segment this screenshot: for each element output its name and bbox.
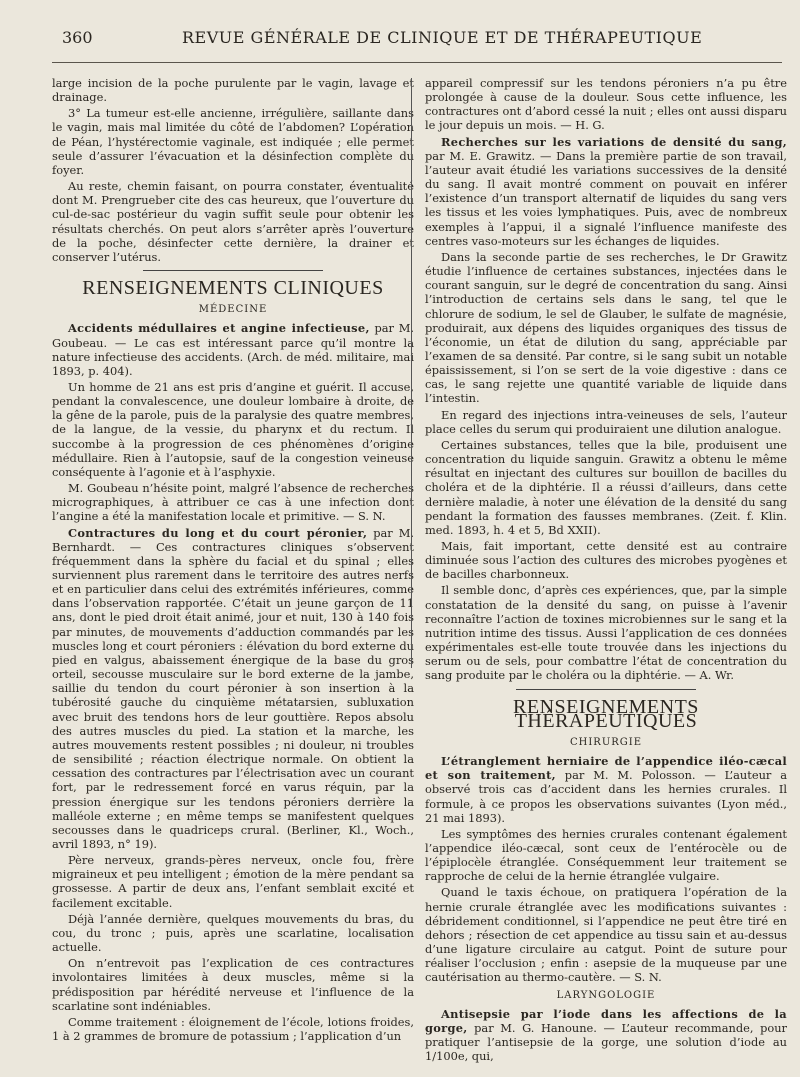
article-paragraph [425,135,787,248]
paragraph: 3° La tumeur est-elle ancienne, irrégulière, saillante dans le vagin, mais mal limitée du côté de l’abdomen? L’opération de Péan, l’hystérectomie vaginale, est indiquée ; elle permet seule d’assurer l’évacuation et la désinfection complète du foyer. [52,106,414,177]
article-text: par M. E. Grawitz. — Dans la première partie de son travail, l’auteur avait étudié les variations successives de la densité du sang. Il avait montré comment on pouvait en inférer l’existence d’un transport alternatif de liquides du sang vers les tissus et les voies lymphatiques. Puis, avec de nombreux exemples à l’appui, il a signalé l’influence manifeste des centres vaso-moteurs sur les échanges de liquides. [425,148,787,248]
paragraph: M. Goubeau n’hésite point, malgré l’absence de recherches micrographiques, à attribuer ce cas à une infection dont l’angine a été la manifestation locale et primitive. — S. N. [52,481,414,524]
left-column [52,76,414,1045]
paragraph: Un homme de 21 ans est pris d’angine et guérit. Il accuse, pendant la convalescence, une douleur lombaire à droite, de la gêne de la parole, puis de la paralysie des quatre membres, de la langue, de la vessie, du pharynx et du rectum. Il succombe à la progression de ces phénomènes d’origine médullaire. Rien à l’autopsie, sauf de la congestion veineuse conséquente à l’agonie et à l’asphyxie. [52,379,414,479]
paragraph: Mais, fait important, cette densité est au contraire diminuée sous l’action des cultures des microbes pyogènes et de bacilles charbonneux. [425,539,787,582]
section-title: RENSEIGNEMENTS THÉRAPEUTIQUES [513,695,699,732]
section-rule [143,270,323,271]
running-title: REVUE GÉNÉRALE DE CLINIQUE ET DE THÉRAPEUTIQUE [182,28,703,47]
article-title: Recherches sur les variations de densité du sang, [441,134,787,149]
paragraph: Quand le taxis échoue, on pratiquera l’opération de la hernie crurale étranglée avec les modifications suivantes : débridement conditionnel, si l’appendice ne peut être tiré en dehors ; résection de cet appendice au tissu sain et au-dessus d’une ligature circulaire au catgut. Point de suture pour réaliser l’occlusion ; enfin : asepsie de la muqueuse par une cautérisation au thermo-cautère. — S. N. [425,885,787,985]
paragraph: Les symptômes des hernies crurales contenant également l’appendice iléo-cæcal, sont ceux de l’entérocèle ou de l’épiplocèle étranglée. Conséquemment leur traitement se rapproche de celui de la hernie étranglée vulgaire. [425,826,787,884]
paragraph: appareil compressif sur les tendons péroniers n’a pu être prolongée à cause de la douleur. Sous cette influence, les contractures ont d’abord cessé la nuit ; elles ont aussi disparu le jour depuis un mois. — H. G. [425,76,787,133]
paragraph: Déjà l’année dernière, quelques mouvements du bras, du cou, du tronc ; puis, après une scarlatine, localisation actuelle. [52,911,414,955]
paragraph: Dans la seconde partie de ses recherches, le Dr Grawitz étudie l’influence de certaines substances, injectées dans le courant sanguin, sur le degré de concentration du sang. Ainsi l’introduction de certains sels dans le sang, tel que le chlorure de sodium, le sel de Glauber, le sulfate de magnésie, produirait, aux dépens des liquides organiques des tissus de l’économie, un état de dilution du sang, appréciable par l’examen de sa densité. Par contre, si le sang subit un notable épaississement, si l’on se sert de la voie digestive : dans ce cas, le sang rejette une quantité variable de liquide dans l’intestin. [425,249,787,406]
subsection-title: CHIRURGIE [569,736,643,748]
article-text: par M. M. Polosson. — L’auteur a observé trois cas d’accident dans les hernies crurales. Il formule, à ce propos les observations suivantes (Lyon méd., 21 mai 1893). [425,768,788,825]
subsection-title: MÉDECINE [198,304,268,316]
article-title: L’étranglement herniaire de l’appendice iléo-cæcal et son traitement, [425,754,787,783]
header-rule [52,62,782,63]
paragraph: Certaines substances, telles que la bile, produisent une concentration du liquide sanguin. Grawitz a obtenu le même résultat en injectant des cultures sur bouillon de bacilles du choléra et de la diphtérie. Il a réussi d’ailleurs, dans cette dernière maladie, à noter une élévation de la densité du sang pendant la formation des fausses membranes. (Zeit. f. Klin. med. 1893, h. 4 et 5, Bd XXII). [425,437,787,537]
article-text: par M. G. Hanoune. — L’auteur recommande, pour pratiquer l’antisepsie de la gorge, une solution d’iode au 1/100e, qui, [425,1020,787,1064]
article-paragraph [425,754,787,825]
paragraph: large incision de la poche purulente par le vagin, lavage et drainage. [52,76,414,105]
column-divider [411,78,412,668]
article-paragraph [425,1007,787,1064]
article-paragraph [52,321,414,378]
article-paragraph [52,526,414,852]
paragraph: Père nerveux, grands-pères nerveux, oncle fou, frère migraineux et peu intelligent ; émotion de la mère pendant sa grossesse. A partir de deux ans, l’enfant semblait excité et facilement excitable. [52,853,414,910]
section-title: RENSEIGNEMENTS CLINIQUES [82,277,384,300]
page-number: 360 [62,28,93,47]
article-title: Contractures du long et du court péronier, [68,525,368,540]
paragraph: En regard des injections intra-veineuses de sels, l’auteur place celles du serum qui produiraient une dilution analogue. [425,407,787,436]
subsection-title: LARYNGOLOGIE [556,989,656,1001]
article-title: Accidents médullaires et angine infectieuse, [68,321,370,336]
article-text: par M. Goubeau. — Le cas est intéressant parce qu’il montre la nature infectieuse des accidents. (Arch. de méd. militaire, mai 1893, p. 404). [52,321,414,378]
section-rule [516,689,696,690]
paragraph: On n’entrevoit pas l’explication de ces contractures involontaires limitées à deux muscles, même si la prédisposition par hérédité nerveuse et l’influence de la scarlatine sont indéniables. [52,956,414,1013]
paragraph: Il semble donc, d’après ces expériences, que, par la simple constatation de la densité du sang, on puisse à l’avenir reconnaître l’action de toxines microbiennes sur le sang et la nutrition intime des tissus. Aussi l’application de ces données expérimentales est-elle toute trouvée dans les injections du serum ou de sels, pour combattre l’état de concentration du sang produite par le choléra ou la diphtérie. — A. Wr. [425,583,787,683]
paragraph: Comme traitement : éloignement de l’école, lotions froides, 1 à 2 grammes de bromure de potassium ; l’application d’un [52,1014,414,1043]
article-text: par M. Bernhardt. — Ces contractures cliniques s’observent fréquemment dans la sphère du facial et du spinal ; elles surviennent plus rarement dans le territoire des autres nerfs et en particulier dans celui des extrémités inférieures, comme dans l’observation rapportée. C’était un jeune garçon de 11 ans, dont le pied droit était animé, jour et nuit, 130 à 140 fois par minutes, de mouvements d’adduction commandés par les muscles long et court péroniers : élévation du bord externe du pied en valgus, abaissement énergique de la base du gros orteil, secousse musculaire sur le bord externe de la jambe, saillie du tendon du court péronier à son insertion à la tubérosité gauche du cinquième métatarsien, subluxation avec bruit des tendons hors de leur gouttière. Repos absolu des autres muscles du pied. La station et la marche, les autres mouvements restent possibles ; ni douleur, ni troubles de sensibilité ; réaction électrique normale. On obtient la cessation des contractures par l’électrisation avec un courant fort, par le redressement forcé en varus réquin, par la pression énergique sur les tendons péroniers derrière la malléole externe ; en même temps se manifestent quelques secousses dans le quadriceps crural. (Berliner, Kl., Woch., avril 1893, n° 19). [52,525,414,851]
page-header [52,28,782,58]
article-title: Antisepsie par l’iode dans les affections de la gorge, [425,1006,787,1035]
right-column [425,76,787,1065]
paragraph: Au reste, chemin faisant, on pourra constater, éventualité dont M. Prengrueber cite des cas heureux, que l’ouverture du cul-de-sac postérieur du vagin suffit seule pour obtenir les résultats cherchés. On peut alors s’arrêter après l’ouverture de la poche, désinfecter cette dernière, la drainer et conserver l’utérus. [52,179,414,264]
